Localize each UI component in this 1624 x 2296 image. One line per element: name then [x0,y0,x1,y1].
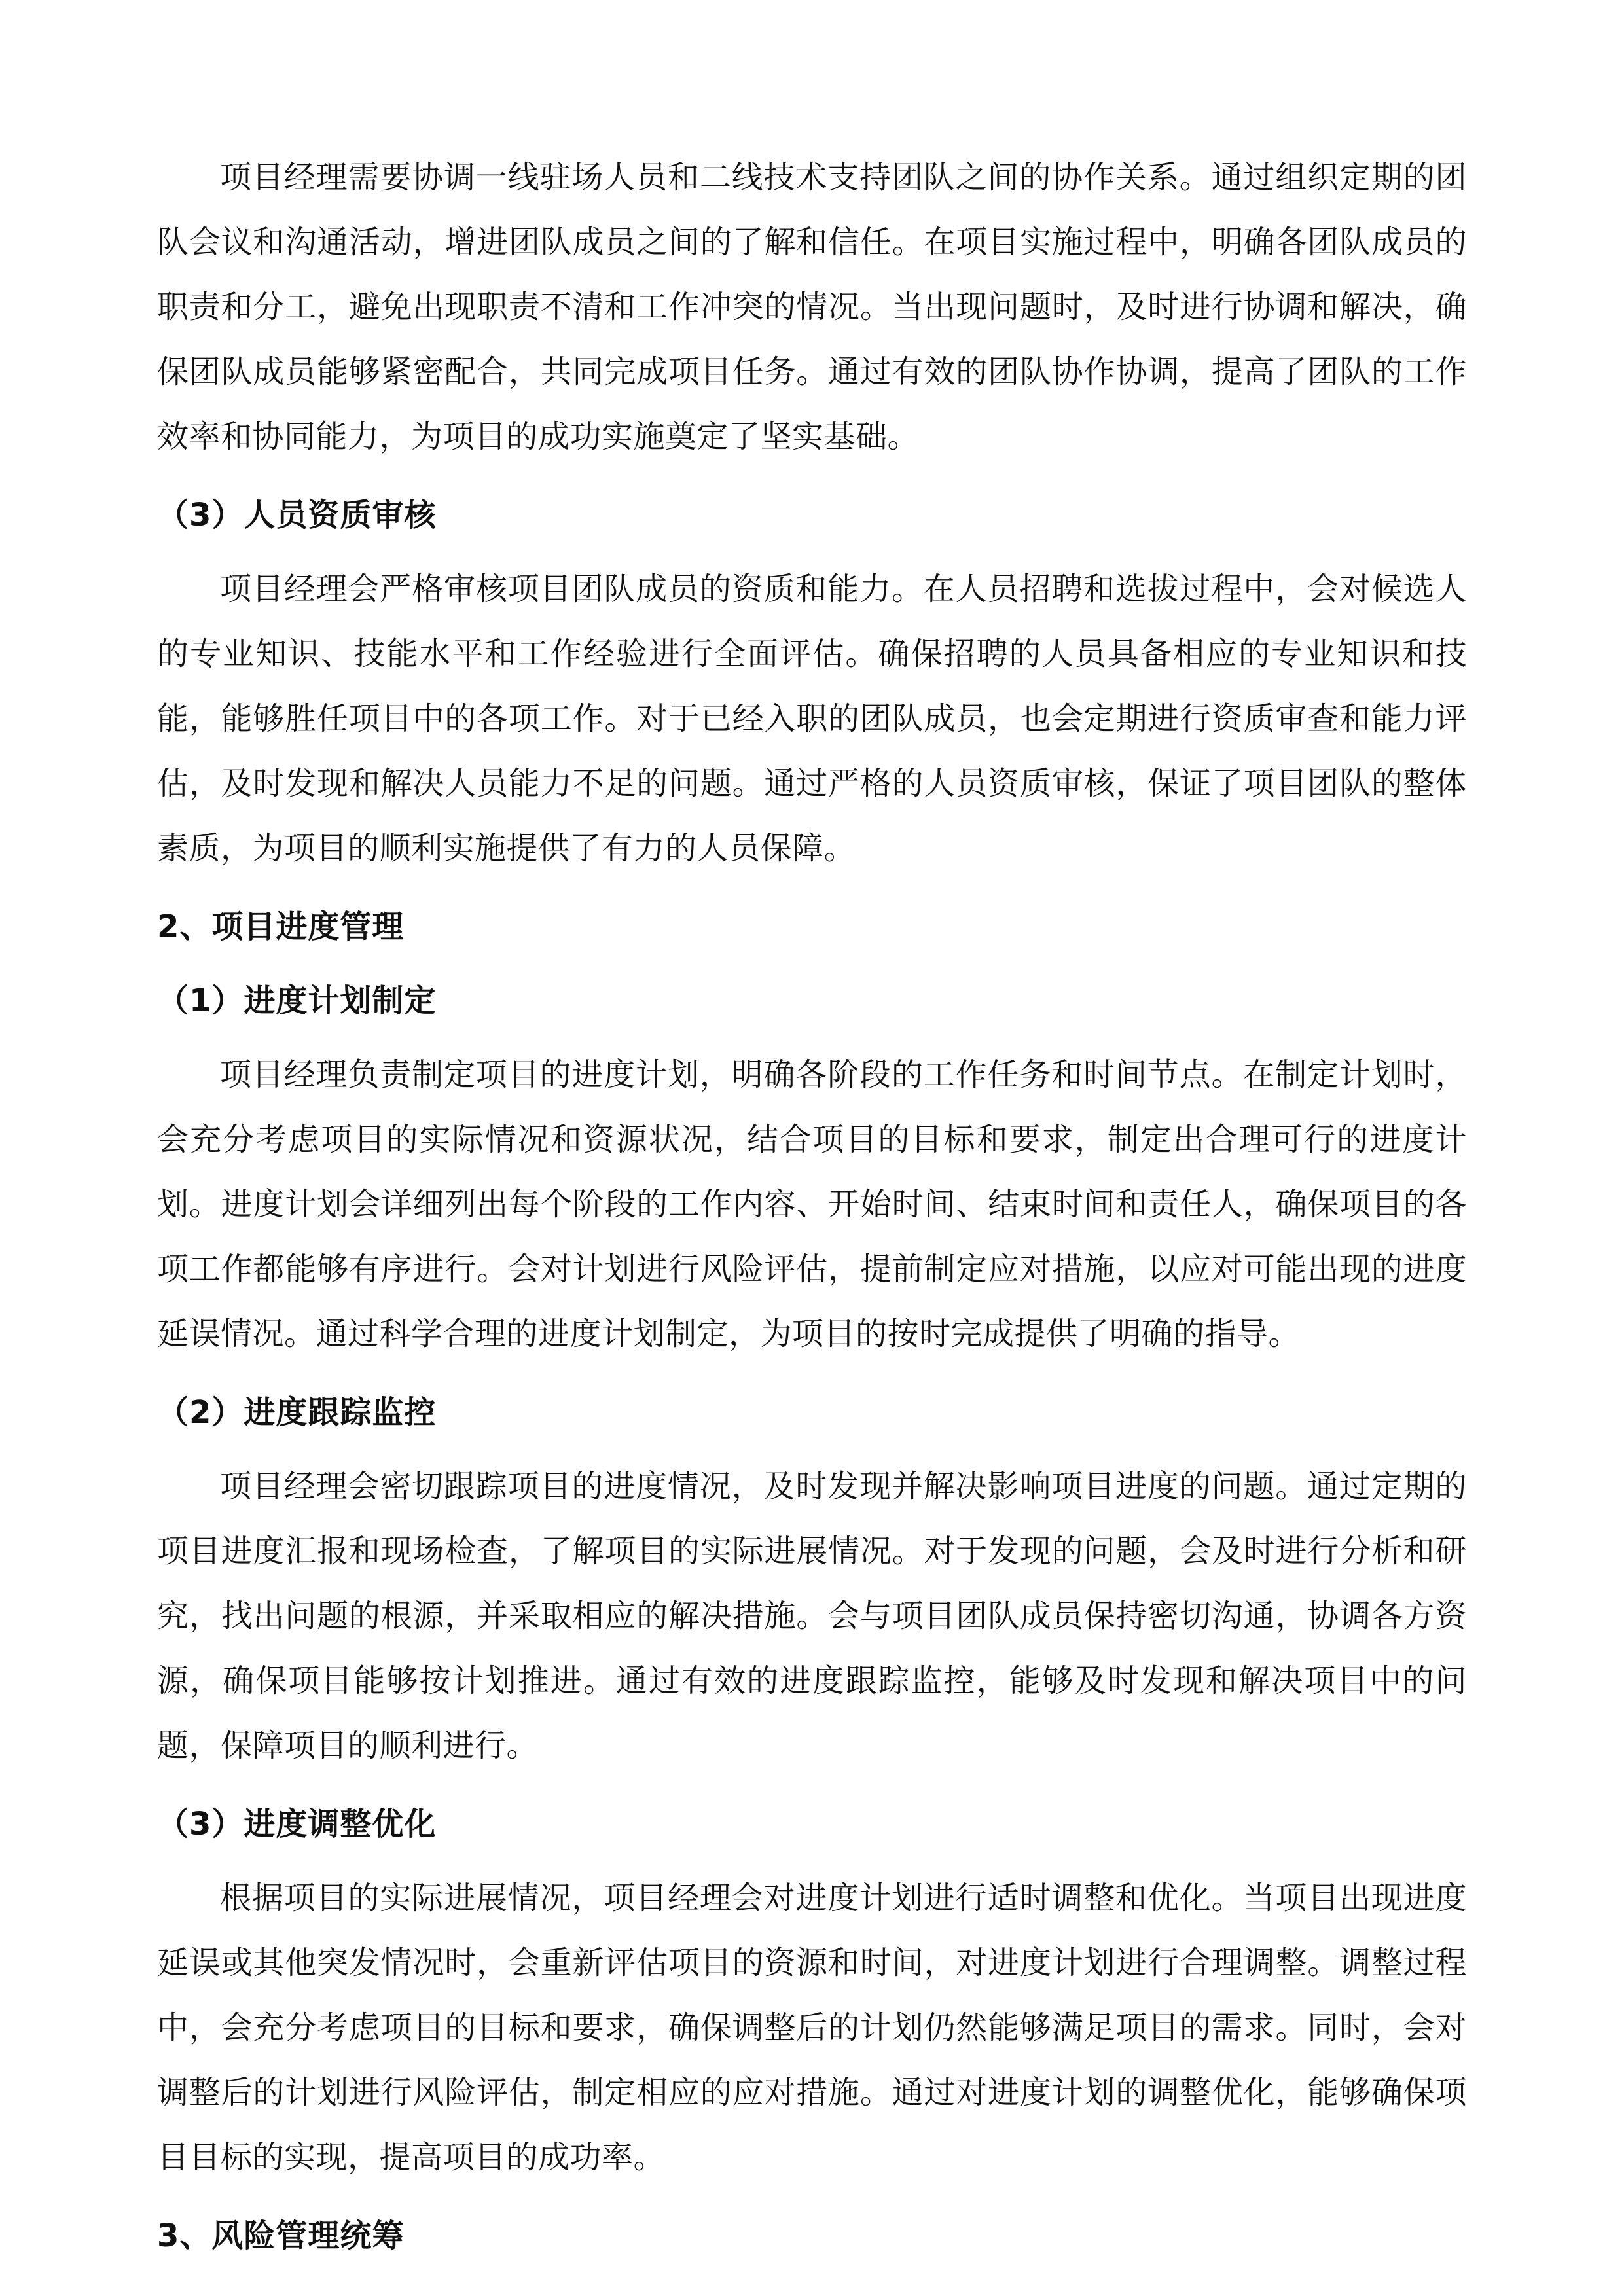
paragraph-schedule-adjustment: 根据项目的实际进展情况，项目经理会对进度计划进行适时调整和优化。当项目出现进度延误或其他突发情况时，会重新评估项目的资源和时间，对进度计划进行合理调整。调整过程中，会充分考虑项目的目标和要求，确保调整后的计划仍然能够满足项目的需求。同时，会对调整后的计划进行风险评估，制定相应的应对措施。通过对进度计划的调整优化，能够确保项目目标的实现，提高项目的成功率。 [157,1880,1467,2176]
subheading-personnel-qualification: （3）人员资质审核 [157,497,437,533]
paragraph-schedule-planning: 项目经理负责制定项目的进度计划，明确各阶段的工作任务和时间节点。在制定计划时，会充分考虑项目的实际情况和资源状况，结合项目的目标和要求，制定出合理可行的进度计划。进度计划会详细列出每个阶段的工作内容、开始时间、结束时间和责任人，确保项目的各项工作都能够有序进行。会对计划进行风险评估，提前制定应对措施，以应对可能出现的进度延误情况。通过科学合理的进度计划制定，为项目的按时完成提供了明确的指导。 [157,1056,1467,1352]
heading-risk-management: 3、风险管理统筹 [157,2217,405,2254]
paragraph-team-coordination: 项目经理需要协调一线驻场人员和二线技术支持团队之间的协作关系。通过组织定期的团队会议和沟通活动，增进团队成员之间的了解和信任。在项目实施过程中，明确各团队成员的职责和分工，避免出现职责不清和工作冲突的情况。当出现问题时，及时进行协调和解决，确保团队成员能够紧密配合，共同完成项目任务。通过有效的团队协作协调，提高了团队的工作效率和协同能力，为项目的成功实施奠定了坚实基础。 [157,159,1467,455]
subheading-schedule-tracking: （2）进度跟踪监控 [157,1394,437,1431]
subheading-schedule-adjustment: （3）进度调整优化 [157,1806,437,1842]
subheading-schedule-planning: （1）进度计划制定 [157,982,437,1019]
paragraph-personnel-qualification: 项目经理会严格审核项目团队成员的资质和能力。在人员招聘和选拔过程中，会对候选人的专业知识、技能水平和工作经验进行全面评估。确保招聘的人员具备相应的专业知识和技能，能够胜任项目中的各项工作。对于已经入职的团队成员，也会定期进行资质审查和能力评估，及时发现和解决人员能力不足的问题。通过严格的人员资质审核，保证了项目团队的整体素质，为项目的顺利实施提供了有力的人员保障。 [157,571,1467,867]
paragraph-schedule-tracking: 项目经理会密切跟踪项目的进度情况，及时发现并解决影响项目进度的问题。通过定期的项目进度汇报和现场检查，了解项目的实际进展情况。对于发现的问题，会及时进行分析和研究，找出问题的根源，并采取相应的解决措施。会与项目团队成员保持密切沟通，协调各方资源，确保项目能够按计划推进。通过有效的进度跟踪监控，能够及时发现和解决项目中的问题，保障项目的顺利进行。 [157,1468,1467,1764]
heading-schedule-management: 2、项目进度管理 [157,908,405,945]
document-body [157,145,1467,2278]
